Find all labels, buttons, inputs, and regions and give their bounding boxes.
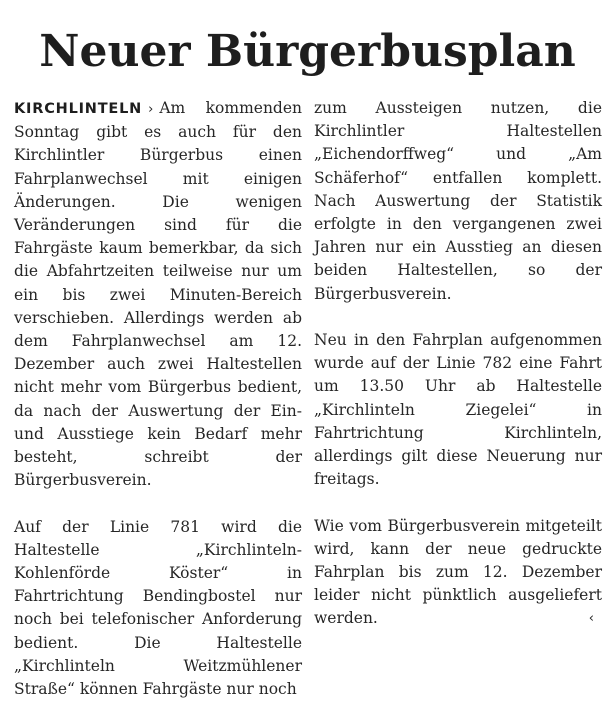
- text-column-left: [14, 97, 302, 701]
- lead-paragraph-text: Am kommenden Sonntag gibt es auch für den Kirchlintler Bürgerbus einen Fahrplanwechsel mit einigen Änderungen. Die wenigen Veränderungen sind für die Fahrgäste kaum bemerkbar, da sich die Abfahrtzeiten teilweise nur um ein bis zwei Minuten-Bereich verschieben. Allerdings werden ab dem Fahrplanwechsel am 12. Dezember auch zwei Haltestellen nicht mehr vom Bürgerbus bedient, da nach der Auswertung der Ein- und Ausstiege kein Bedarf mehr besteht, schreibt der Bürgerbusverein.: [14, 99, 302, 490]
- dateline-separator: ›: [148, 102, 154, 117]
- end-mark: ‹: [588, 611, 594, 627]
- paragraph-2: [14, 516, 302, 702]
- headline: Neuer Bürgerbusplan: [39, 26, 576, 77]
- paragraph-4-text: Wie vom Bürgerbusverein mitgeteilt wird, kann der neue gedruckte Fahrplan bis zum 12. Dezember leider nicht pünktlich ausgeliefert werden.: [314, 516, 602, 628]
- lead-paragraph: [14, 97, 302, 492]
- paragraph-3-text: Neu in den Fahrplan aufgenommen wurde auf der Linie 782 eine Fahrt um 13.50 Uhr ab Haltestelle „Kirchlinteln Ziegelei“ in Fahrtrichtung Kirchlinteln, allerdings gilt diese Neuerung nur freitags.: [314, 331, 602, 489]
- dateline: KIRCHLINTELN: [14, 101, 143, 117]
- paragraph-3: [314, 329, 602, 491]
- paragraph-4: [314, 515, 602, 631]
- paragraph-2-text: Auf der Linie 781 wird die Haltestelle „Kirchlinteln-Kohlenförde Köster“ in Fahrtrichtung Bendingbostel nur noch bei telefonischer Anforderung bedient. Die Haltestelle „Kirchlinteln Weitzmühlener Straße“ können Fahrgäste nur noch: [14, 517, 302, 699]
- text-column-right: [314, 97, 602, 631]
- paragraph-2-continued: zum Aussteigen nutzen, die Kirchlintler Haltestellen „Eichendorffweg“ und „Am Schäferhof“ entfallen komplett. Nach Auswertung der Statistik erfolgte in den vergangenen zwei Jahren nur ein Ausstieg an diesen beiden Haltestellen, so der Bürgerbusverein.: [314, 99, 602, 303]
